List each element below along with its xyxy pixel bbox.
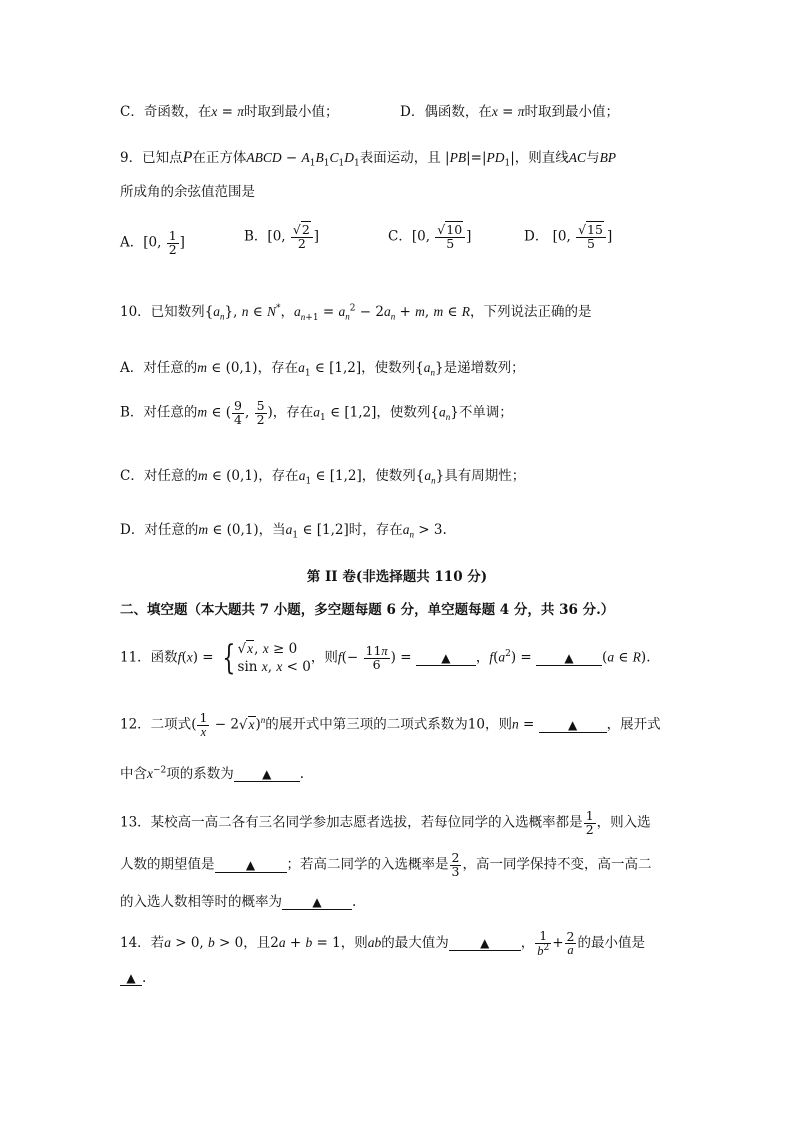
q10-c-text-3: ，使数列 [361, 468, 416, 484]
q9-text-3: ，则直线 [514, 150, 569, 166]
q10-stem: 10．已知数列$\{a_n\}$, n ∈ N*，$a_{n+1} = a_n^2 - 2a_n + m$, m ∈ R，下列说法正确的是 [120, 303, 592, 323]
q13-line-2: 人数的期望值是 ▲ ；若高二同学的入选概率是 $\frac{2}{3}$ ，高一同学保持不变，高一高二 [120, 850, 652, 879]
q14-end: . [142, 970, 147, 986]
q14-line-1: 14．若a > 0, b > 0，且2a + b = 1，则ab的最大值为 ▲ ， $\frac{1}{b^2}$ + $\frac{2}{a}$ 的最小值是 [120, 928, 645, 958]
q10-b-text-3: ，使数列 [376, 404, 431, 421]
q12-number: 12．二项式 [120, 716, 192, 733]
q13-text-6: 的入选人数相等时的概率为 [120, 894, 282, 910]
q14-text-2: ，则 [340, 935, 368, 952]
q8-option-c-text: 时取到最小值； [244, 104, 339, 120]
blank-triangle-icon: ▲ [568, 717, 578, 732]
q10-number: 10．已知数列 [120, 304, 205, 320]
blank-triangle-icon: ▲ [312, 895, 322, 909]
q11-blank-2[interactable] [536, 651, 602, 666]
q9-text-2: 表面运动，且 [359, 150, 441, 166]
q10-a-text-3: ，使数列 [361, 360, 416, 376]
q12-text-1: 的展开式中第三项的二项式系数为 [265, 716, 468, 733]
q10-stem-end: ，下列说法正确的是 [470, 304, 592, 320]
q10-a-text-2: ，存在 [257, 360, 299, 376]
q13-line-3 [120, 890, 356, 910]
q8-option-c-label: C．奇函数，在 [120, 104, 212, 120]
q9-text-1: 在正方体 [192, 150, 247, 166]
blank-triangle-icon: ▲ [564, 650, 574, 665]
q10-a-text-4: 是递增数列； [443, 360, 525, 376]
q14-text-4: ， [520, 935, 535, 952]
q10-option-b: B．对任意的m ∈ ( $\frac{9}{4}$ , $\frac{5}{2}$ )，存在$a_1$ ∈ [1,2]，使数列$\{a_n\}$不单调； [120, 398, 513, 427]
q9-option-d-label: D． [524, 228, 549, 245]
q9-option-b: B．[0, $\frac{√2}{2}$ ] [244, 222, 320, 251]
q8-option-c: C．奇函数，在x = π时取到最小值； [120, 104, 339, 120]
blank-triangle-icon: ▲ [262, 767, 272, 781]
q11-blank-1[interactable] [416, 651, 476, 666]
q14-number: 14．若 [120, 935, 165, 952]
q11-end: . [646, 649, 651, 666]
q10-c-text-4: 具有周期性； [444, 468, 526, 484]
q9-option-a-label: A． [120, 234, 144, 251]
q10-option-d: D．对任意的m ∈ (0,1)，当$a_1$ ∈ [1,2]时，存在$a_n > 3$. [120, 522, 447, 541]
q10-d-text-2: ，当 [258, 522, 286, 538]
q13-text-1: 13．某校高一高二各有三名同学参加志愿者选拔，若每位同学的入选概率都是 [120, 814, 583, 831]
q11-number: 11．函数 [120, 649, 178, 666]
q9-option-a: A．[0, $\frac{1}{2}$ ] [120, 228, 185, 257]
q10-b-text-2: ，存在 [272, 404, 314, 421]
q10-d-text-3: 时，存在 [348, 522, 403, 538]
q14-text-5: 的最小值是 [577, 935, 645, 952]
q10-b-text-4: 不单调； [458, 404, 513, 421]
blank-triangle-icon: ▲ [126, 971, 136, 985]
q10-d-text-1: D．对任意的 [120, 522, 199, 538]
q9-number: 9．已知点 [120, 150, 183, 166]
q14-text-3: 的最大值为 [381, 935, 449, 952]
q10-c-text-2: ，存在 [258, 468, 299, 484]
q13-line-1: 13．某校高一高二各有三名同学参加志愿者选拔，若每位同学的入选概率都是 $\frac{1}{2}$ ，则入选 [120, 808, 651, 837]
q8-option-d: D．偶函数，在x = π时取到最小值； [400, 104, 619, 120]
q9-option-d: D． [0, $\frac{√15}{5}$ ] [524, 222, 613, 251]
q8-option-d-text: 时取到最小值； [524, 104, 619, 120]
q14-line-2 [120, 970, 146, 986]
blank-triangle-icon: ▲ [441, 650, 451, 665]
blank-triangle-icon: ▲ [245, 857, 256, 872]
q10-c-text-1: C．对任意的 [120, 468, 198, 484]
q8-option-d-label: D．偶函数，在 [400, 104, 492, 120]
q14-text-1: ，且 [243, 935, 271, 952]
q13-blank-1[interactable] [215, 858, 287, 873]
q12-line-2: 中含$x^{-2}$项的系数为 ▲ . [120, 765, 305, 782]
q11: 11．函数f(x) = { √x, x ≥ 0 sin x, x < 0 ，则f(− $\frac{11\pi}{6}$ ) = ▲ ，$f(a^2)$ = ▲ (a ∈ R). [120, 638, 651, 678]
blank-triangle-icon: ▲ [480, 936, 490, 951]
q12-text-3: ，展开式 [606, 716, 661, 733]
q9-option-c-label: C． [388, 228, 412, 245]
q9-stem: 9．已知点P在正方体ABCD − $A_1B_1C_1D_1$表面运动，且 $|PB|=|PD_1|$，则直线AC与BP [120, 149, 617, 169]
q14-blank-1[interactable] [449, 936, 521, 951]
q14-blank-2[interactable] [120, 971, 142, 986]
q13-text-3: 人数的期望值是 [120, 856, 215, 873]
q13-blank-2[interactable] [282, 895, 352, 910]
q9-text-4: 与 [586, 150, 600, 166]
q13-end: . [352, 894, 357, 910]
q10-option-a: A．对任意的m ∈ (0,1)，存在$a_1$ ∈ [1,2]，使数列$\{a_n\}$是递增数列； [120, 360, 525, 379]
q10-a-text-1: A．对任意的 [120, 360, 198, 376]
q12-blank-2[interactable] [234, 767, 300, 782]
q12-end: . [299, 766, 305, 782]
q12-text-5: 项的系数为 [166, 766, 234, 782]
section-subtitle: 二、填空题（本大题共 7 小题，多空题每题 6 分，单空题每题 4 分，共 36 分.） [120, 602, 615, 618]
q13-text-5: ，高一同学保持不变，高一高二 [462, 856, 652, 873]
q12-blank-1[interactable] [539, 718, 607, 733]
q9-stem-line2: 所成角的余弦值范围是 [120, 184, 255, 200]
q10-option-c: C．对任意的m ∈ (0,1)，存在$a_1$ ∈ [1,2]，使数列$\{a_n\}$具有周期性； [120, 468, 526, 487]
q10-b-text-1: B．对任意的 [120, 404, 198, 421]
q12-text-4: 中含 [120, 766, 147, 782]
q9-option-c: C．[0, $\frac{√10}{5}$ ] [388, 222, 472, 251]
q13-text-2: ，则入选 [596, 814, 651, 831]
section-title: 第 II 卷(非选择题共 110 分) [306, 569, 488, 585]
q9-option-b-label: B． [244, 228, 268, 245]
q13-text-4: ；若高二同学的入选概率是 [286, 856, 449, 873]
q11-text: ，则 [310, 649, 338, 666]
q12-text-2: ，则 [484, 716, 512, 733]
q12-line-1: 12．二项式( $\frac{1}{x}$ − 2√x)$^n$的展开式中第三项的二项式系数为10，则n = ▲ ，展开式 [120, 710, 661, 739]
